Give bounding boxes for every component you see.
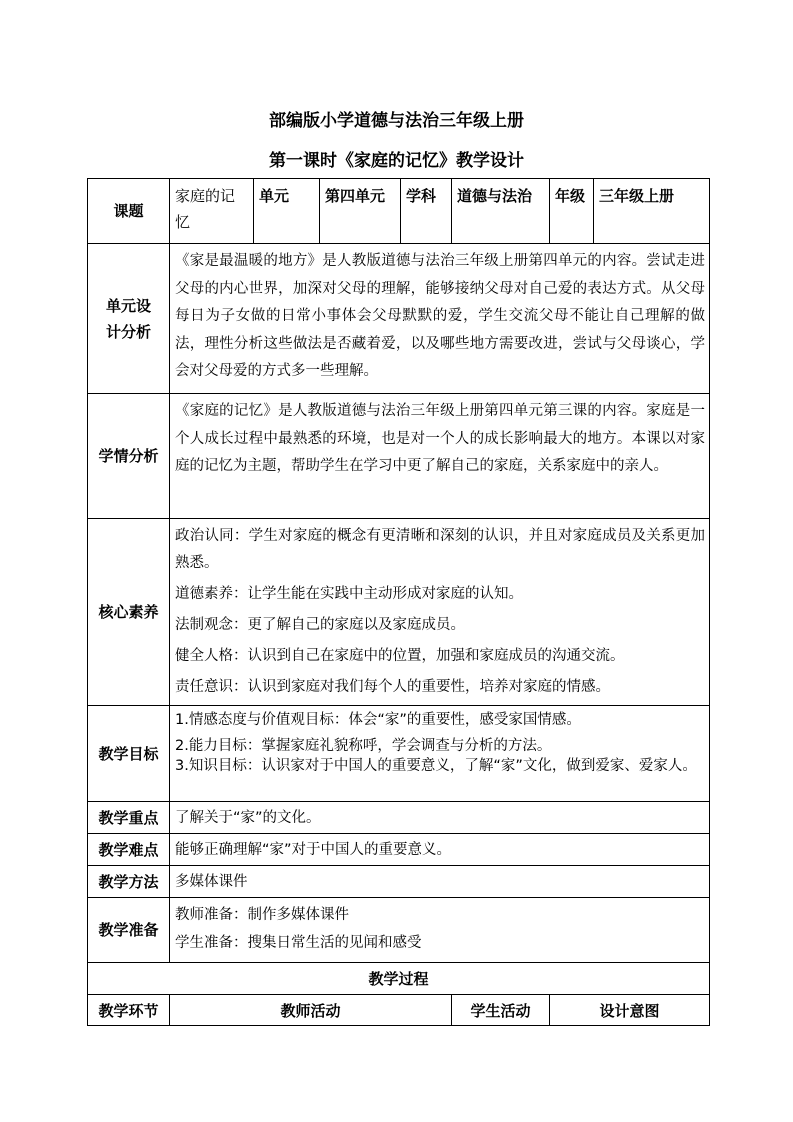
goal-item: 3.知识目标：认识家对于中国人的重要意义，了解“家”文化，做到爱家、爱家人。 — [175, 758, 697, 774]
process-col-stage: 教学环节 — [88, 995, 170, 1026]
student-analysis-row — [88, 394, 710, 519]
key-point-text: 了解关于“家”的文化。 — [170, 802, 710, 834]
core-literacy-item: 健全人格：认识到自己在家庭中的位置，加强和家庭成员的沟通交流。 — [175, 648, 625, 664]
student-analysis-label: 学情分析 — [88, 394, 170, 519]
unit-analysis-label-text: 单元设计分析 — [105, 296, 151, 341]
process-header-row — [88, 995, 710, 1026]
core-literacy-item: 道德素养：让学生能在实践中主动形成对家庭的认知。 — [175, 586, 523, 602]
preparation-teacher: 教师准备：制作多媒体课件 — [175, 907, 349, 923]
lesson-value: 家庭的记忆 — [170, 179, 254, 244]
grade-label: 年级 — [550, 179, 594, 244]
student-analysis-text: 《家庭的记忆》是人教版道德与法治三年级上册第四单元第三课的内容。家庭是一个人成长过程中最熟悉的环境，也是对一个人的成长影响最大的地方。本课以对家庭的记忆为主题，帮助学生在学习中更了解自己的家庭，关系家庭中的亲人。 — [170, 394, 710, 519]
document-title: 部编版小学道德与法治三年级上册 — [269, 111, 524, 131]
goals-row — [88, 706, 710, 802]
core-literacy-item: 政治认同：学生对家庭的概念有更清晰和深刻的认识，并且对家庭成员及关系更加熟悉。 — [175, 528, 705, 571]
process-col-student: 学生活动 — [452, 995, 550, 1026]
unit-analysis-label — [88, 244, 170, 394]
difficulty-text: 能够正确理解“家”对于中国人的重要意义。 — [170, 834, 710, 866]
core-literacy-label: 核心素养 — [88, 519, 170, 706]
core-literacy-item: 法制观念：更了解自己的家庭以及家庭成员。 — [175, 617, 465, 633]
core-literacy-list — [170, 519, 710, 706]
lesson-plan-table — [87, 178, 710, 1026]
core-literacy-row — [88, 519, 710, 706]
goal-item: 1.情感态度与价值观目标：体会“家”的重要性，感受家国情感。 — [175, 712, 581, 728]
process-title: 教学过程 — [88, 963, 710, 995]
core-literacy-item: 责任意识：认识到家庭对我们每个人的重要性，培养对家庭的情感。 — [175, 679, 610, 695]
document-subtitle: 第一课时《家庭的记忆》教学设计 — [269, 151, 524, 171]
method-row — [88, 866, 710, 898]
subject-label: 学科 — [401, 179, 452, 244]
difficulty-label: 教学难点 — [88, 834, 170, 866]
unit-analysis-text: 《家是最温暖的地方》是人教版道德与法治三年级上册第四单元的内容。尝试走进父母的内心世界，加深对父母的理解，能够接纳父母对自己爱的表达方式。从父母每日为子女做的日常小事体会父母默默的爱，学生交流父母不能让自己理解的做法，理性分析这些做法是否藏着爱，以及哪些地方需要改进，尝试与父母谈心，学会对父母爱的方式多一些理解。 — [170, 244, 710, 394]
difficulty-row — [88, 834, 710, 866]
unit-value: 第四单元 — [320, 179, 401, 244]
preparation-student: 学生准备：搜集日常生活的见闻和感受 — [175, 935, 422, 951]
subject-value: 道德与法治 — [452, 179, 550, 244]
grade-value: 三年级上册 — [594, 179, 710, 244]
preparation-row — [88, 898, 710, 963]
header-row — [88, 179, 710, 244]
goal-item: 2.能力目标：掌握家庭礼貌称呼，学会调查与分析的方法。 — [175, 738, 552, 754]
key-point-label: 教学重点 — [88, 802, 170, 834]
unit-label: 单元 — [254, 179, 320, 244]
method-label: 教学方法 — [88, 866, 170, 898]
process-col-intent: 设计意图 — [550, 995, 710, 1026]
method-text: 多媒体课件 — [170, 866, 710, 898]
process-title-row — [88, 963, 710, 995]
lesson-label: 课题 — [88, 179, 170, 244]
key-point-row — [88, 802, 710, 834]
process-col-teacher: 教师活动 — [170, 995, 452, 1026]
goals-list — [170, 706, 710, 802]
preparation-list — [170, 898, 710, 963]
goals-label: 教学目标 — [88, 706, 170, 802]
preparation-label: 教学准备 — [88, 898, 170, 963]
unit-analysis-row — [88, 244, 710, 394]
